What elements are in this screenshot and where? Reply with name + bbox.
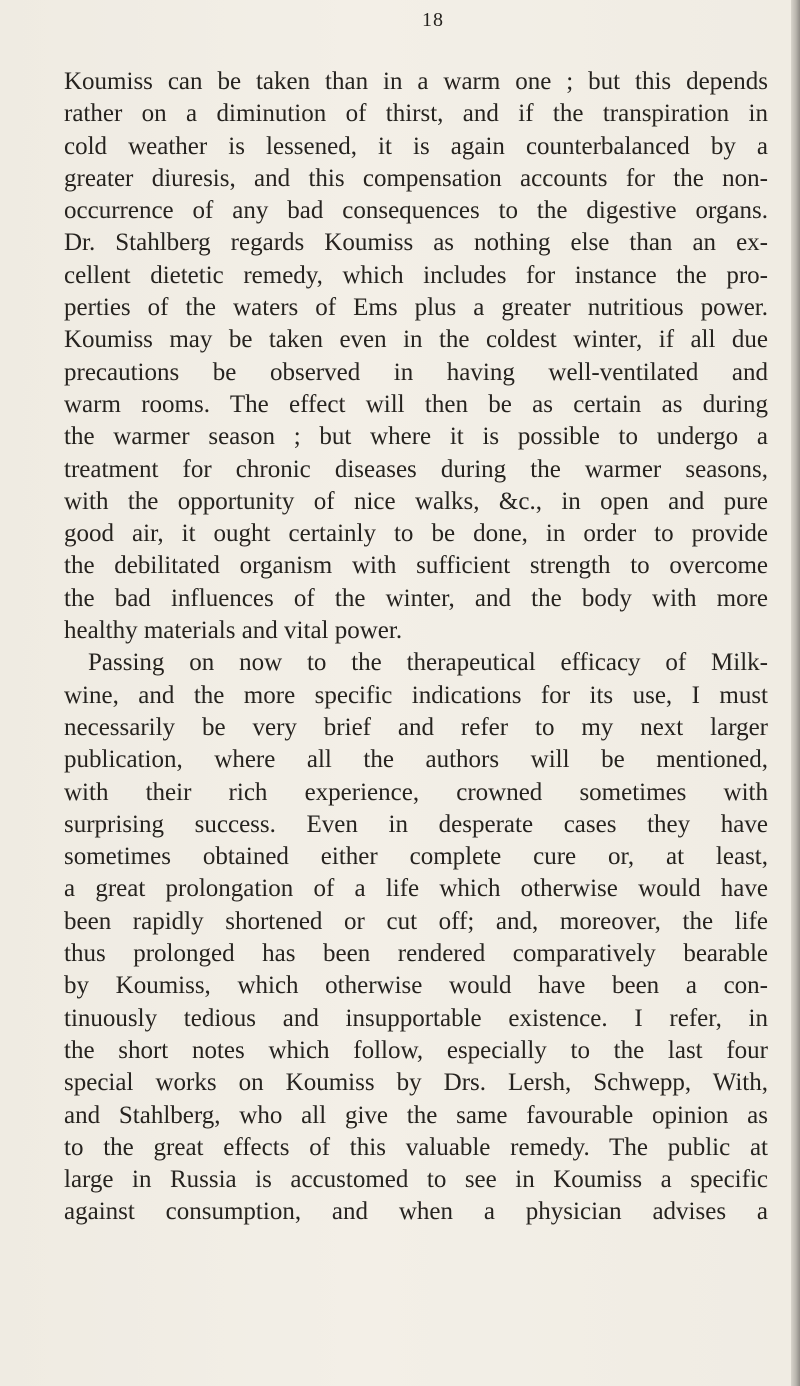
text-line-34: to the great effects of this valuable remedy. The public at <box>64 1133 768 1161</box>
text-line-35: large in Russia is accustomed to see in Koumiss a specific <box>64 1166 768 1194</box>
text-line-2: rather on a diminution of thirst, and if the transpiration in <box>64 100 768 128</box>
text-line-26: a great prolongation of a life which otherwise would have <box>64 875 768 903</box>
paragraph-start-line: Passing on now to the therapeutical efficacy of Milk- <box>88 649 768 677</box>
text-line-23: with their rich experience, crowned sometimes with <box>64 778 768 806</box>
page-edge-shadow <box>791 0 800 1386</box>
text-line-31: the short notes which follow, especially to the last four <box>64 1036 768 1064</box>
text-line-24: surprising success. Even in desperate cases they have <box>64 810 768 838</box>
text-line-20: wine, and the more specific indications for its use, I must <box>64 681 768 709</box>
text-line-27: been rapidly shortened or cut off; and, moreover, the life <box>64 907 768 935</box>
text-line-3: cold weather is lessened, it is again counterbalanced by a <box>64 132 768 160</box>
text-line-33: and Stahlberg, who all give the same favourable opinion as <box>64 1101 768 1129</box>
text-line-1: Koumiss can be taken than in a warm one ; but this depends <box>64 68 768 95</box>
text-line-36: against consumption, and when a physician advises a <box>64 1198 768 1226</box>
text-line-29: by Koumiss, which otherwise would have been a con- <box>64 972 768 1000</box>
text-line-12: the warmer season ; but where it is possible to undergo a <box>64 423 768 451</box>
text-line-6: Dr. Stahlberg regards Koumiss as nothing else than an ex- <box>64 229 768 257</box>
text-line-25: sometimes obtained either complete cure or, at least, <box>64 843 768 871</box>
text-line-18: healthy materials and vital power. <box>64 617 403 645</box>
text-line-9: Koumiss may be taken even in the coldest winter, if all due <box>64 326 768 354</box>
text-line-28: thus prolonged has been rendered comparatively bearable <box>64 940 768 968</box>
text-line-22: publication, where all the authors will be mentioned, <box>64 746 768 774</box>
text-line-11: warm rooms. The effect will then be as certain as during <box>64 390 768 418</box>
text-line-7: cellent dietetic remedy, which includes for instance the pro- <box>64 261 768 289</box>
text-line-13: treatment for chronic diseases during the warmer seasons, <box>64 455 768 483</box>
text-line-10: precautions be observed in having well-ventilated and <box>64 358 768 386</box>
text-line-15: good air, it ought certainly to be done, in order to provide <box>64 520 768 548</box>
text-line-4: greater diuresis, and this compensation accounts for the non- <box>64 164 768 192</box>
text-line-21: necessarily be very brief and refer to my next larger <box>64 713 768 741</box>
text-line-14: with the opportunity of nice walks, &c., in open and pure <box>64 487 768 515</box>
text-line-8: perties of the waters of Ems plus a greater nutritious power. <box>64 294 768 322</box>
text-line-30: tinuously tedious and insupportable existence. I refer, in <box>64 1004 768 1032</box>
page-number: 18 <box>422 9 444 31</box>
text-line-32: special works on Koumiss by Drs. Lersh, Schwepp, With, <box>64 1069 768 1097</box>
text-line-5: occurrence of any bad consequences to the digestive organs. <box>64 197 768 225</box>
body-text <box>64 66 768 1229</box>
text-line-17: the bad influences of the winter, and the body with more <box>64 584 768 612</box>
text-line-16: the debilitated organism with sufficient strength to overcome <box>64 552 768 580</box>
